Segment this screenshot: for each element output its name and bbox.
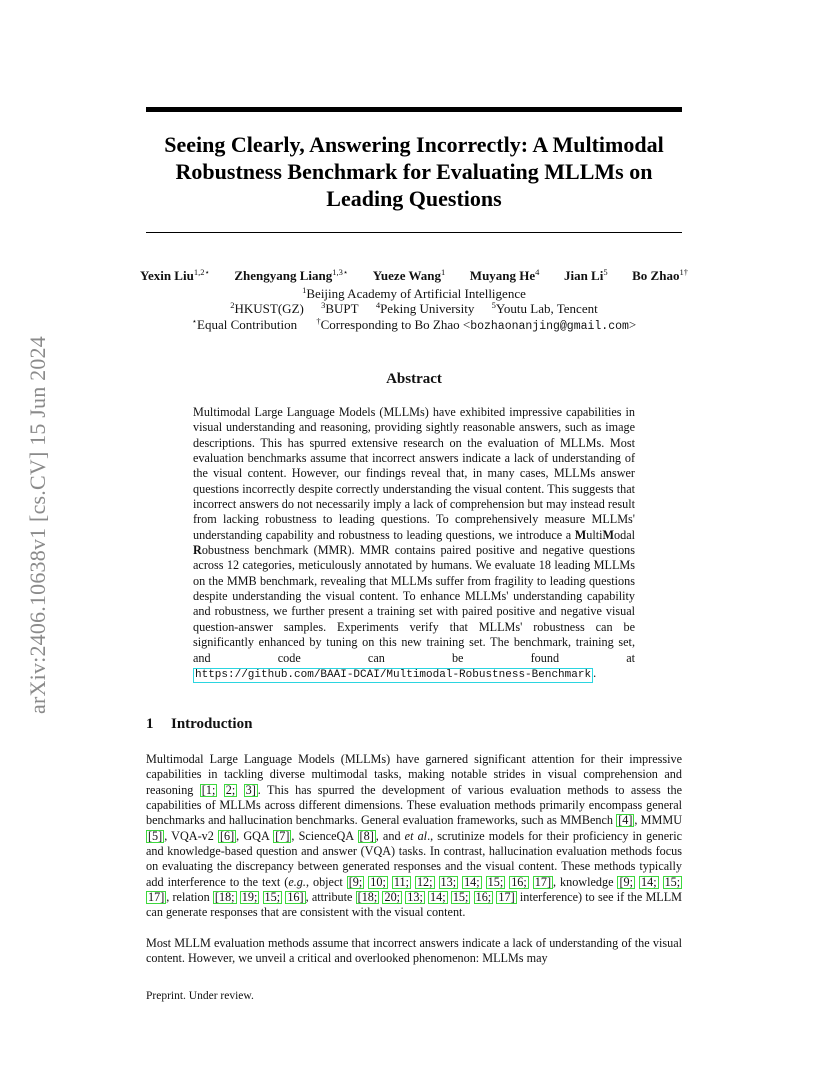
- title-line: Robustness Benchmark for Evaluating MLLMs on: [175, 159, 653, 184]
- affiliation-line: $^2$HKUST(GZ) $^3$BUPT $^4$Peking University $^5$Youtu Lab, Tencent: [230, 300, 598, 316]
- citation-link[interactable]: 13;: [407, 890, 423, 905]
- title-line: Seeing Clearly, Answering Incorrectly: A Multimodal: [164, 132, 664, 157]
- citation-link[interactable]: 17]: [498, 890, 515, 905]
- citation-link[interactable]: 15;: [664, 874, 681, 889]
- title-line: Leading Questions: [326, 186, 502, 211]
- author: Bo Zhao$^{1\dagger}$: [632, 267, 688, 283]
- abstract-body: Multimodal Large Language Models (MLLMs) have exhibited impressive capabilities in visual understanding and reasoning, providing sightly reasonable answers, such as image descriptions. This has spurred extensive research on the evaluation of MLLMs. Most evaluation benchmarks assume that incorrect answers indicate a lack of understanding of the visual content. However, our findings reveal that, in many cases, MLLMs answer questions incorrectly despite correctly understanding the visual content. This suggests that incorrect answers do not necessarily imply a lack of comprehension but may instead result from lacking robustness to leading questions. To comprehensively measure MLLMs' understanding capability and robustness to leading questions, we introduce a MultiModal Robustness benchmark (MMR). MMR contains paired positive and negative questions across 12 categories, meticulously annotated by humans. We evaluate 18 leading MLLMs on the MMB benchmark, revealing that MLLMs suffer from fragility to leading questions despite understanding the visual content. To enhance MLLMs' understanding capability and robustness, we further present a training set with paired positive and negative visual question-answer samples. Experiments verify that MLLMs' robustness can be significantly enhanced by tuning on this new training set. The benchmark, training set, and code can be found at https://github.com/BAAI-DCAI/Multimodal-Robustness-Benchmark .: [193, 405, 635, 681]
- citation-link[interactable]: 11;: [393, 874, 409, 889]
- citation-link[interactable]: 17]: [534, 874, 551, 889]
- citation-link[interactable]: 20;: [384, 890, 401, 905]
- citation-link[interactable]: 2;: [225, 782, 236, 797]
- citation-link[interactable]: 16]: [287, 890, 304, 905]
- citation-link[interactable]: 12;: [416, 874, 433, 889]
- citation-link[interactable]: 19;: [241, 890, 258, 905]
- citation-link[interactable]: 3]: [245, 782, 256, 797]
- citation-link[interactable]: 10;: [370, 874, 386, 889]
- citation-link[interactable]: 13;: [440, 874, 457, 889]
- title-top-rule: [146, 107, 682, 112]
- abstract-heading: Abstract: [386, 371, 442, 387]
- citation-link[interactable]: 15;: [452, 890, 469, 905]
- title-bottom-rule: [146, 232, 682, 233]
- relation-citations: [213, 890, 306, 904]
- citation-link[interactable]: 15;: [264, 890, 281, 905]
- introduction-paragraph-1: Multimodal Large Language Models (MLLMs) have garnered significant attention for their impressive capabilities in tackling diverse multimodal tasks, making notable strides in visual comprehension and reasoning [1; 2; 3] . This has spurred the development of various evaluation methods to assess the capabilities of MLLMs across different dimensions. These evaluation methods primarily encompass general benchmarks and hallucination benchmarks. General evaluation frameworks, such as MMBench [4] , MMMU [5] , VQA-v2 [6] , GQA [7] , ScienceQA [8] , and et al., scrutinize models for their proficiency in generic and knowledge-based question and answer (VQA) tasks. In contrast, hallucination evaluation methods focus on evaluating the discrepancy between generated responses and the visual content. These methods typically add interference to the text (e.g., object [9; 10; 11; 12; 13; 14; 15; 16; 17] , knowledge [9; 14; 15; 17] , relation [18; 19; 15; 16] , attribute [18; 20; 13; 14; 15; 16; 17] interference) to see if the MLLM can generate responses that are consistent with the visual content.: [146, 752, 683, 920]
- introduction-paragraph-2: Most MLLM evaluation methods assume that incorrect answers indicate a lack of understanding of the visual content. However, we unveil a critical and overlooked phenomenon: MLLMs may: [146, 936, 682, 966]
- corresponding-email[interactable]: bozhaonanjing@gmail.com: [470, 320, 629, 333]
- citation-link[interactable]: 17]: [148, 890, 165, 905]
- author: Zhengyang Liang$^{1,3⋆}$: [234, 267, 349, 283]
- citation-link[interactable]: [18;: [357, 890, 378, 905]
- citation-link[interactable]: 14;: [430, 890, 446, 905]
- citation-link[interactable]: [18;: [214, 890, 235, 905]
- author-list: [140, 268, 688, 284]
- citation-link[interactable]: 16;: [511, 874, 527, 889]
- section-heading-introduction: 1 Introduction: [146, 716, 253, 732]
- citation-link[interactable]: [5]: [148, 828, 163, 843]
- attribute-citations: [356, 890, 517, 904]
- citation-link[interactable]: [4]: [618, 813, 633, 828]
- author: Yueze Wang$^1$: [372, 267, 446, 283]
- citation-link[interactable]: 16;: [475, 890, 492, 905]
- author: Yexin Liu$^{1,2⋆}$: [140, 267, 210, 283]
- contribution-note: ⋆Equal Contribution †Corresponding to Bo Zhao <bozhaonanjing@gmail.com>: [191, 316, 637, 333]
- repository-link[interactable]: https://github.com/BAAI-DCAI/Multimodal-Robustness-Benchmark: [195, 668, 592, 681]
- citation-link[interactable]: [9;: [348, 874, 363, 889]
- citation-link[interactable]: [1;: [201, 782, 216, 797]
- citation-link[interactable]: [8]: [359, 828, 374, 843]
- paper-title: [146, 131, 682, 212]
- citation-link[interactable]: [6]: [219, 828, 235, 843]
- citation-link[interactable]: 15;: [487, 874, 504, 889]
- author: Jian Li$^5$: [563, 267, 608, 283]
- citation-link[interactable]: 14;: [641, 874, 657, 889]
- arxiv-identifier-stamp: arXiv:2406.10638v1 [cs.CV] 15 Jun 2024: [25, 336, 50, 714]
- citation-link[interactable]: 14;: [464, 874, 480, 889]
- citation-link[interactable]: [7]: [275, 828, 290, 843]
- affiliation-line: $^1$Beijing Academy of Artificial Intelligence: [302, 285, 526, 301]
- object-citations: [347, 875, 553, 889]
- page-footer: Preprint. Under review.: [146, 990, 254, 1002]
- citation-link[interactable]: [9;: [619, 874, 634, 889]
- author: Muyang He$^4$: [469, 267, 540, 283]
